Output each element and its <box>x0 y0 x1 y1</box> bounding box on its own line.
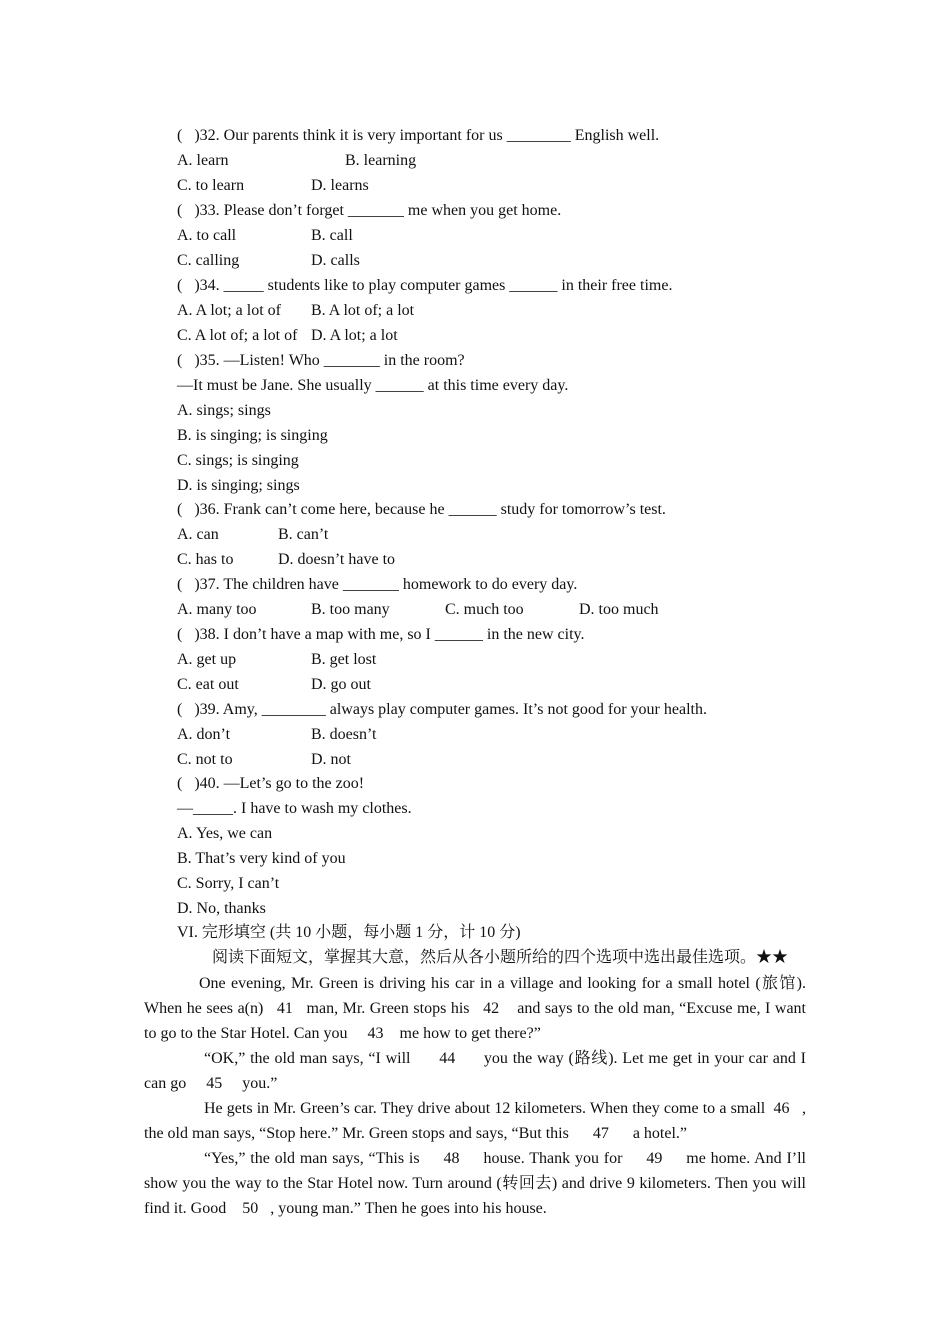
option-b: B. doesn’t <box>311 726 377 743</box>
option-b: B. call <box>311 227 353 244</box>
option-a: A. Yes, we can <box>177 825 273 842</box>
option-a: A. many too <box>177 601 257 618</box>
question-33-stem: ( )33. Please don’t forget _______ me when you get home. <box>177 202 562 219</box>
option-d: D. doesn’t have to <box>278 551 396 568</box>
option-a: A. learn <box>177 152 229 169</box>
option-b: B. can’t <box>278 526 329 543</box>
option-a: A. A lot; a lot of <box>177 302 281 319</box>
option-d: D. not <box>311 751 351 768</box>
option-a: A. to call <box>177 227 237 244</box>
option-c: C. to learn <box>177 177 245 194</box>
option-a: A. can <box>177 526 219 543</box>
option-c: C. not to <box>177 751 233 768</box>
question-40-stem-reply: —_____. I have to wash my clothes. <box>177 800 412 817</box>
section-title: VI. 完形填空 (共 10 小题，每小题 1 分，计 10 分) <box>177 924 521 941</box>
option-d: D. A lot; a lot <box>311 327 398 344</box>
option-b: B. get lost <box>311 651 377 668</box>
option-c: C. has to <box>177 551 234 568</box>
option-d: D. No, thanks <box>177 900 266 917</box>
passage-paragraph-4: “Yes,” the old man says, “This is 48 house. Thank you for 49 me home. And I’ll show you the way to the Star Hotel now. Turn around (转回去) and drive 9 kilometers. Then you will find it. Good 50 , young man.” Then he goes into his house. <box>144 1150 806 1217</box>
question-34-stem: ( )34. _____ students like to play computer games ______ in their free time. <box>177 277 673 294</box>
question-39-stem: ( )39. Amy, ________ always play computer games. It’s not good for your health. <box>177 701 707 718</box>
option-c: C. calling <box>177 252 240 269</box>
passage-paragraph-3: He gets in Mr. Green’s car. They drive about 12 kilometers. When they come to a small 46 , the old man says, “Stop here.” Mr. Green stops and says, “But this 47 a hotel.” <box>144 1100 806 1142</box>
option-c: C. eat out <box>177 676 239 693</box>
option-c: C. Sorry, I can’t <box>177 875 280 892</box>
option-d: D. calls <box>311 252 360 269</box>
option-d: D. too much <box>579 601 659 618</box>
passage-paragraph-2: “OK,” the old man says, “I will 44 you the way (路线). Let me get in your car and I can go 45 you.” <box>144 1050 806 1092</box>
option-b: B. That’s very kind of you <box>177 850 346 867</box>
section-instruction: 阅读下面短文，掌握其大意，然后从各小题所给的四个选项中选出最佳选项。★★ <box>212 949 789 966</box>
option-a: A. don’t <box>177 726 231 743</box>
option-a: A. sings; sings <box>177 402 271 419</box>
question-38-stem: ( )38. I don’t have a map with me, so I ______ in the new city. <box>177 626 585 643</box>
question-35-stem-reply: —It must be Jane. She usually ______ at this time every day. <box>177 377 569 394</box>
question-36-stem: ( )36. Frank can’t come here, because he ______ study for tomorrow’s test. <box>177 501 666 518</box>
option-c: C. A lot of; a lot of <box>177 327 298 344</box>
question-32-stem: ( )32. Our parents think it is very important for us ________ English well. <box>177 127 660 144</box>
option-b: B. A lot of; a lot <box>311 302 415 319</box>
question-40-stem: ( )40. —Let’s go to the zoo! <box>177 775 365 792</box>
option-b: B. learning <box>345 152 417 169</box>
option-c: C. much too <box>445 601 524 618</box>
option-d: D. learns <box>311 177 369 194</box>
option-d: D. go out <box>311 676 371 693</box>
question-37-stem: ( )37. The children have _______ homework to do every day. <box>177 576 578 593</box>
passage-paragraph-1: One evening, Mr. Green is driving his car in a village and looking for a small hotel (旅馆). When he sees a(n) 41 man, Mr. Green stops his 42 and says to the old man, “Excuse me, I want to go to the Star Hotel. Can you 43 me how to get there?” <box>144 975 806 1042</box>
option-c: C. sings; is singing <box>177 452 299 469</box>
option-d: D. is singing; sings <box>177 477 300 494</box>
option-b: B. is singing; is singing <box>177 427 328 444</box>
question-35-stem: ( )35. —Listen! Who _______ in the room? <box>177 352 465 369</box>
option-b: B. too many <box>311 601 390 618</box>
option-a: A. get up <box>177 651 237 668</box>
